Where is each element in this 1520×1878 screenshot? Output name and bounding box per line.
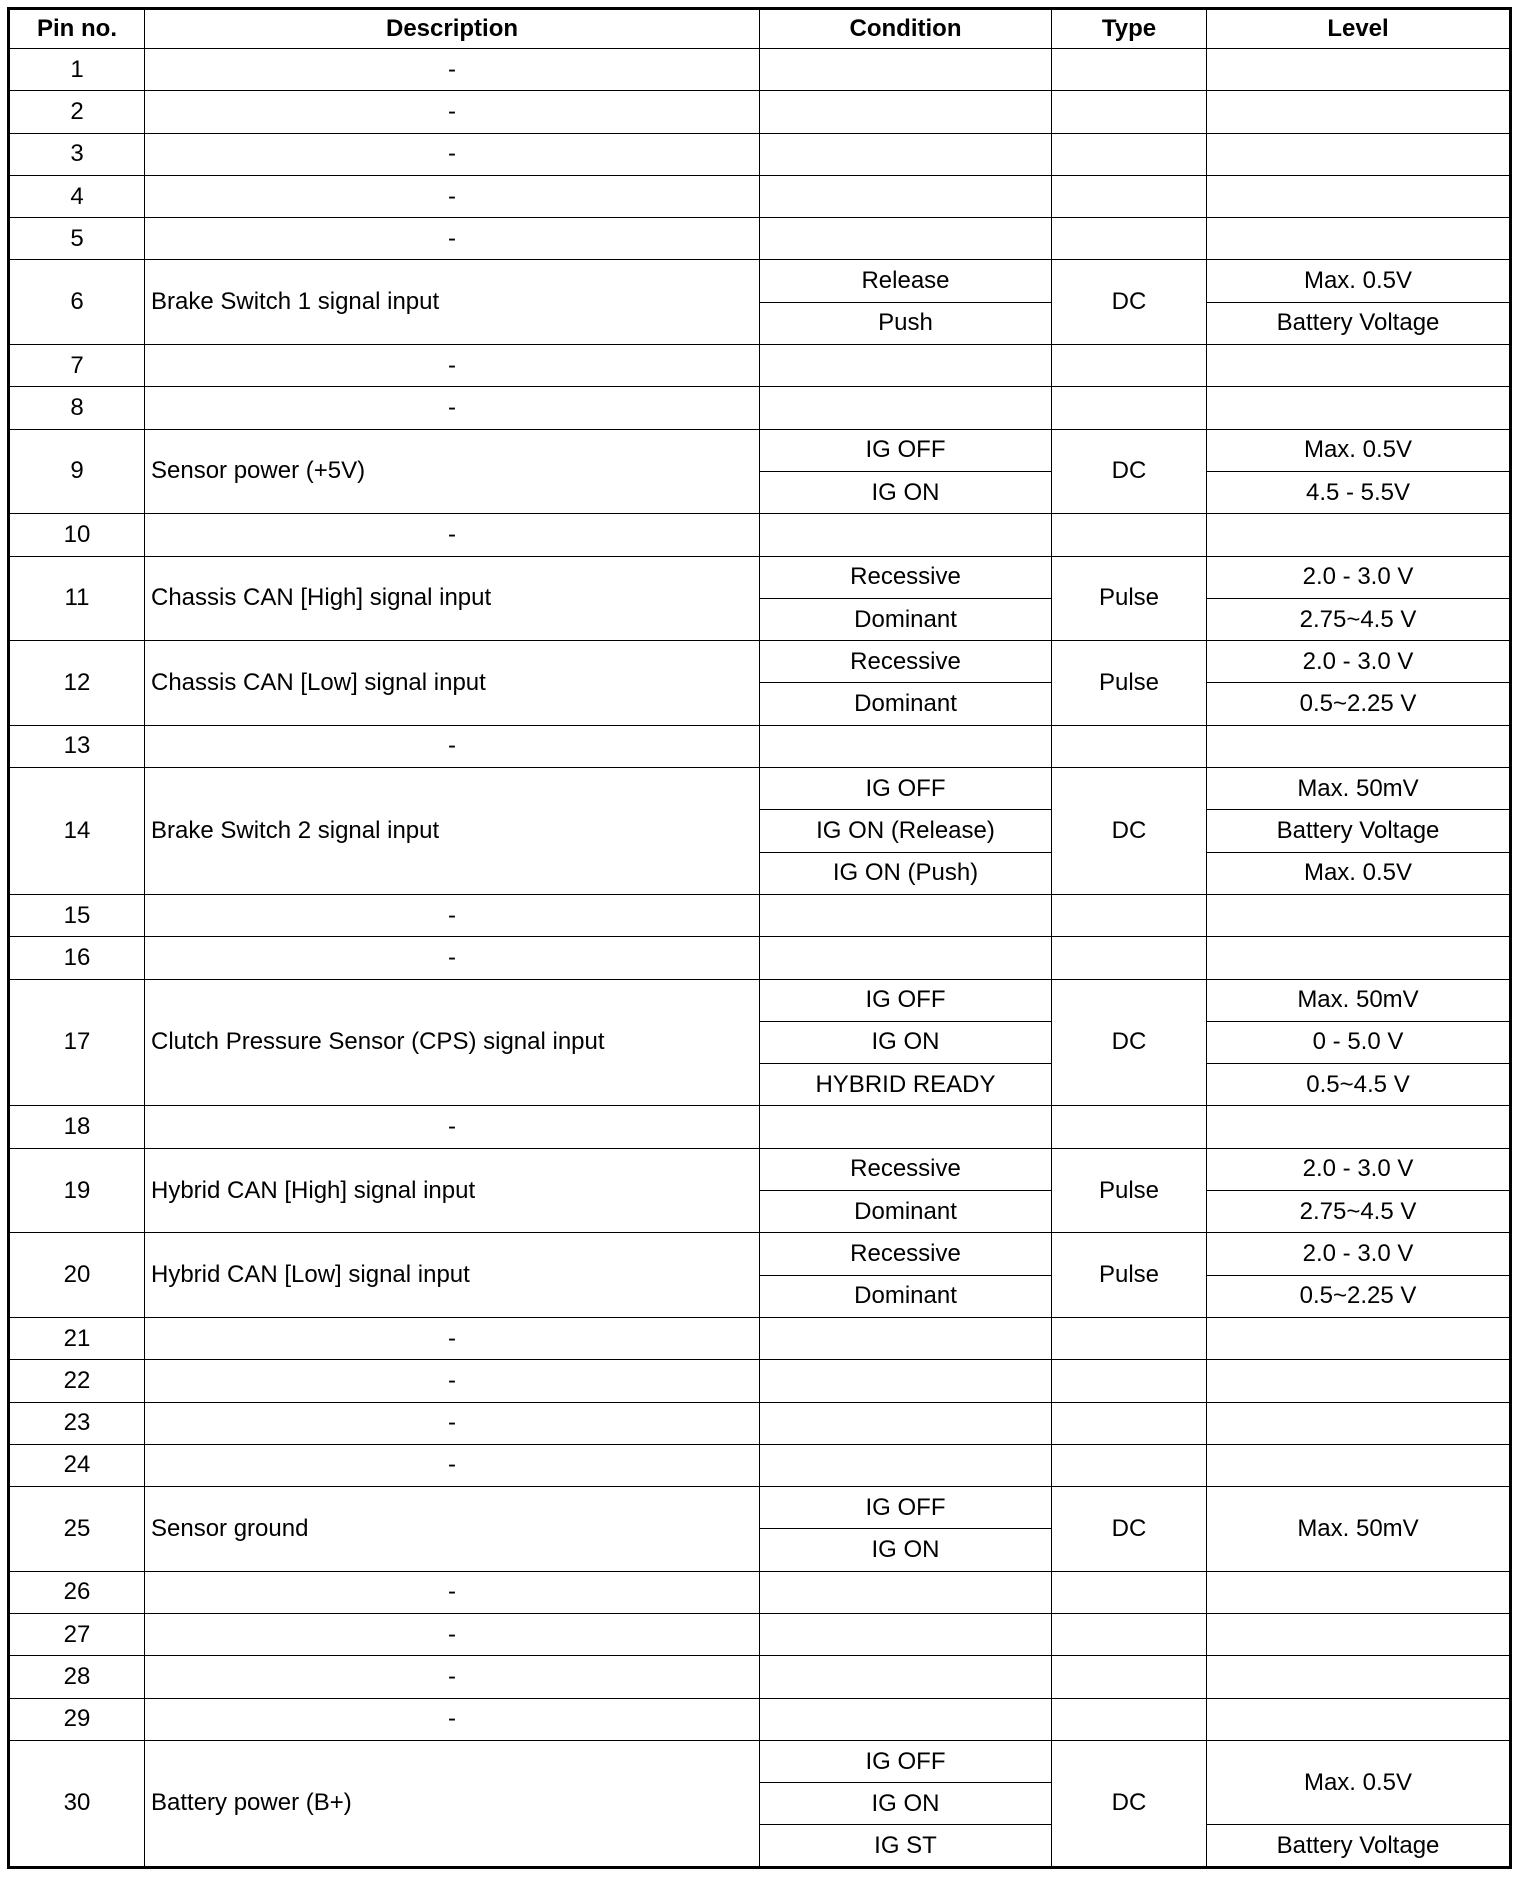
pin-number: 23 bbox=[9, 1402, 145, 1444]
pin-type bbox=[1052, 1613, 1207, 1655]
pin-condition bbox=[760, 133, 1052, 175]
pin-type bbox=[1052, 894, 1207, 936]
pin-number: 27 bbox=[9, 1613, 145, 1655]
pin-number: 15 bbox=[9, 894, 145, 936]
pin-number: 29 bbox=[9, 1698, 145, 1740]
pin-condition: IG OFF bbox=[760, 429, 1052, 471]
pin-row bbox=[9, 1360, 1511, 1402]
pin-type: DC bbox=[1052, 1487, 1207, 1572]
pin-level: 4.5 - 5.5V bbox=[1207, 471, 1511, 513]
pin-description: Chassis CAN [High] signal input bbox=[145, 556, 760, 641]
pin-condition: Recessive bbox=[760, 556, 1052, 598]
pin-condition bbox=[760, 1444, 1052, 1486]
pin-level: Max. 0.5V bbox=[1207, 1740, 1511, 1825]
pin-level bbox=[1207, 49, 1511, 91]
pin-row bbox=[9, 1148, 1511, 1190]
pin-condition bbox=[760, 1317, 1052, 1359]
pin-condition: IG ST bbox=[760, 1825, 1052, 1868]
pin-level bbox=[1207, 1698, 1511, 1740]
pin-row bbox=[9, 894, 1511, 936]
header-pin-no: Pin no. bbox=[9, 9, 145, 49]
pin-number: 5 bbox=[9, 218, 145, 260]
pin-description: - bbox=[145, 1571, 760, 1613]
pin-row bbox=[9, 345, 1511, 387]
pin-level: Max. 0.5V bbox=[1207, 852, 1511, 894]
pin-level: 0.5~2.25 V bbox=[1207, 683, 1511, 725]
pin-description: - bbox=[145, 1613, 760, 1655]
pin-condition bbox=[760, 1613, 1052, 1655]
pin-level bbox=[1207, 345, 1511, 387]
pin-row bbox=[9, 1613, 1511, 1655]
pin-description: - bbox=[145, 1698, 760, 1740]
pin-row bbox=[9, 387, 1511, 429]
pin-table bbox=[7, 7, 1512, 1869]
pin-description: - bbox=[145, 175, 760, 217]
pin-condition bbox=[760, 937, 1052, 979]
pin-number: 12 bbox=[9, 641, 145, 726]
pin-type bbox=[1052, 1106, 1207, 1148]
pin-number: 25 bbox=[9, 1487, 145, 1572]
pin-number: 2 bbox=[9, 91, 145, 133]
pin-condition: IG ON bbox=[760, 1021, 1052, 1063]
pin-level bbox=[1207, 1613, 1511, 1655]
pin-number: 24 bbox=[9, 1444, 145, 1486]
pin-row bbox=[9, 49, 1511, 91]
pin-description: - bbox=[145, 894, 760, 936]
pin-type: DC bbox=[1052, 768, 1207, 895]
pin-condition bbox=[760, 218, 1052, 260]
header-condition: Condition bbox=[760, 9, 1052, 49]
pin-level: Max. 50mV bbox=[1207, 1487, 1511, 1572]
pin-number: 18 bbox=[9, 1106, 145, 1148]
pin-level: 2.0 - 3.0 V bbox=[1207, 556, 1511, 598]
pin-condition bbox=[760, 345, 1052, 387]
pin-level: Battery Voltage bbox=[1207, 1825, 1511, 1868]
pin-type: Pulse bbox=[1052, 556, 1207, 641]
pin-number: 26 bbox=[9, 1571, 145, 1613]
pin-type: DC bbox=[1052, 979, 1207, 1106]
pin-level bbox=[1207, 1571, 1511, 1613]
pin-description: - bbox=[145, 49, 760, 91]
pin-description: Battery power (B+) bbox=[145, 1740, 760, 1867]
pin-row bbox=[9, 1233, 1511, 1275]
pin-level bbox=[1207, 1402, 1511, 1444]
pin-condition: IG ON bbox=[760, 1529, 1052, 1571]
pin-condition: IG ON bbox=[760, 1783, 1052, 1825]
pin-level bbox=[1207, 1656, 1511, 1698]
pin-condition bbox=[760, 387, 1052, 429]
pin-row bbox=[9, 1571, 1511, 1613]
pin-condition: Dominant bbox=[760, 598, 1052, 640]
pin-condition bbox=[760, 894, 1052, 936]
pin-level: 0.5~2.25 V bbox=[1207, 1275, 1511, 1317]
pin-type: Pulse bbox=[1052, 1233, 1207, 1318]
pin-condition: Dominant bbox=[760, 683, 1052, 725]
pin-type: Pulse bbox=[1052, 641, 1207, 726]
pin-number: 13 bbox=[9, 725, 145, 767]
pin-row bbox=[9, 218, 1511, 260]
pin-type bbox=[1052, 1317, 1207, 1359]
pin-condition bbox=[760, 1360, 1052, 1402]
pin-row bbox=[9, 1656, 1511, 1698]
pin-row bbox=[9, 768, 1511, 810]
pin-condition bbox=[760, 1402, 1052, 1444]
pin-level bbox=[1207, 725, 1511, 767]
pin-level: 2.0 - 3.0 V bbox=[1207, 1148, 1511, 1190]
header-level: Level bbox=[1207, 9, 1511, 49]
pin-number: 17 bbox=[9, 979, 145, 1106]
pin-description: - bbox=[145, 218, 760, 260]
pin-level: Max. 50mV bbox=[1207, 979, 1511, 1021]
pin-description: Chassis CAN [Low] signal input bbox=[145, 641, 760, 726]
pin-number: 16 bbox=[9, 937, 145, 979]
pin-description: Brake Switch 1 signal input bbox=[145, 260, 760, 345]
pin-row bbox=[9, 133, 1511, 175]
pin-description: - bbox=[145, 1444, 760, 1486]
pin-row bbox=[9, 556, 1511, 598]
pin-description: Hybrid CAN [Low] signal input bbox=[145, 1233, 760, 1318]
pin-number: 7 bbox=[9, 345, 145, 387]
pin-number: 22 bbox=[9, 1360, 145, 1402]
pin-description: Hybrid CAN [High] signal input bbox=[145, 1148, 760, 1233]
pin-type bbox=[1052, 218, 1207, 260]
pin-level bbox=[1207, 1317, 1511, 1359]
pin-condition bbox=[760, 1571, 1052, 1613]
pin-level bbox=[1207, 514, 1511, 556]
pin-condition: IG ON (Push) bbox=[760, 852, 1052, 894]
pin-condition bbox=[760, 1698, 1052, 1740]
pin-description: - bbox=[145, 387, 760, 429]
pin-type: DC bbox=[1052, 429, 1207, 514]
pin-condition: IG ON bbox=[760, 471, 1052, 513]
pin-level bbox=[1207, 1360, 1511, 1402]
pin-level: Battery Voltage bbox=[1207, 810, 1511, 852]
pin-description: - bbox=[145, 1402, 760, 1444]
pin-row bbox=[9, 1487, 1511, 1529]
pin-description: - bbox=[145, 1106, 760, 1148]
pin-row bbox=[9, 725, 1511, 767]
pin-row bbox=[9, 429, 1511, 471]
pin-description: - bbox=[145, 1317, 760, 1359]
header-type: Type bbox=[1052, 9, 1207, 49]
pin-row bbox=[9, 1402, 1511, 1444]
pin-row bbox=[9, 937, 1511, 979]
pin-number: 10 bbox=[9, 514, 145, 556]
pin-condition: HYBRID READY bbox=[760, 1064, 1052, 1106]
pin-type bbox=[1052, 725, 1207, 767]
pin-number: 30 bbox=[9, 1740, 145, 1867]
pin-number: 6 bbox=[9, 260, 145, 345]
pin-row bbox=[9, 260, 1511, 302]
pin-number: 28 bbox=[9, 1656, 145, 1698]
pin-description: - bbox=[145, 937, 760, 979]
pin-level bbox=[1207, 175, 1511, 217]
pin-level bbox=[1207, 1106, 1511, 1148]
pin-type bbox=[1052, 91, 1207, 133]
pin-type bbox=[1052, 1360, 1207, 1402]
pin-type bbox=[1052, 387, 1207, 429]
pin-row bbox=[9, 1106, 1511, 1148]
pin-level bbox=[1207, 133, 1511, 175]
pin-description: Sensor ground bbox=[145, 1487, 760, 1572]
pin-type bbox=[1052, 133, 1207, 175]
pin-type bbox=[1052, 175, 1207, 217]
pin-number: 19 bbox=[9, 1148, 145, 1233]
pin-type bbox=[1052, 1698, 1207, 1740]
pin-level: 2.75~4.5 V bbox=[1207, 598, 1511, 640]
pin-row bbox=[9, 641, 1511, 683]
pin-description: Brake Switch 2 signal input bbox=[145, 768, 760, 895]
pin-description: - bbox=[145, 133, 760, 175]
pin-condition: IG OFF bbox=[760, 1740, 1052, 1782]
pin-number: 21 bbox=[9, 1317, 145, 1359]
pin-type: DC bbox=[1052, 1740, 1207, 1867]
pin-type bbox=[1052, 514, 1207, 556]
pin-description: Clutch Pressure Sensor (CPS) signal input bbox=[145, 979, 760, 1106]
pin-condition: Recessive bbox=[760, 1148, 1052, 1190]
pin-number: 11 bbox=[9, 556, 145, 641]
pin-condition bbox=[760, 1106, 1052, 1148]
pin-level: 0 - 5.0 V bbox=[1207, 1021, 1511, 1063]
pin-condition bbox=[760, 725, 1052, 767]
pin-number: 8 bbox=[9, 387, 145, 429]
pin-type bbox=[1052, 1444, 1207, 1486]
pin-description: - bbox=[145, 514, 760, 556]
pin-row bbox=[9, 175, 1511, 217]
pin-condition bbox=[760, 91, 1052, 133]
pin-number: 9 bbox=[9, 429, 145, 514]
header-row bbox=[9, 9, 1511, 49]
pin-type bbox=[1052, 937, 1207, 979]
pin-level bbox=[1207, 894, 1511, 936]
pin-row bbox=[9, 979, 1511, 1021]
pin-level: Max. 50mV bbox=[1207, 768, 1511, 810]
pin-condition bbox=[760, 49, 1052, 91]
pin-number: 20 bbox=[9, 1233, 145, 1318]
pin-level: 2.0 - 3.0 V bbox=[1207, 1233, 1511, 1275]
pin-level: Max. 0.5V bbox=[1207, 260, 1511, 302]
pin-number: 1 bbox=[9, 49, 145, 91]
pin-level: Battery Voltage bbox=[1207, 302, 1511, 344]
pin-description: Sensor power (+5V) bbox=[145, 429, 760, 514]
pin-condition: Dominant bbox=[760, 1275, 1052, 1317]
header-description: Description bbox=[145, 9, 760, 49]
pin-condition: Recessive bbox=[760, 1233, 1052, 1275]
pin-level: 2.0 - 3.0 V bbox=[1207, 641, 1511, 683]
pin-row bbox=[9, 1444, 1511, 1486]
pin-type: Pulse bbox=[1052, 1148, 1207, 1233]
pin-level bbox=[1207, 1444, 1511, 1486]
pin-type bbox=[1052, 1656, 1207, 1698]
pin-condition: Dominant bbox=[760, 1191, 1052, 1233]
pin-number: 14 bbox=[9, 768, 145, 895]
pin-row bbox=[9, 1740, 1511, 1782]
pin-row bbox=[9, 91, 1511, 133]
pin-level bbox=[1207, 937, 1511, 979]
pin-type: DC bbox=[1052, 260, 1207, 345]
pin-description: - bbox=[145, 345, 760, 387]
pin-condition: IG OFF bbox=[760, 1487, 1052, 1529]
pin-condition bbox=[760, 1656, 1052, 1698]
pin-condition: Release bbox=[760, 260, 1052, 302]
pin-description: - bbox=[145, 91, 760, 133]
pin-description: - bbox=[145, 1656, 760, 1698]
pin-type bbox=[1052, 1402, 1207, 1444]
pin-condition: IG OFF bbox=[760, 768, 1052, 810]
pin-type bbox=[1052, 1571, 1207, 1613]
pin-level: Max. 0.5V bbox=[1207, 429, 1511, 471]
pin-level: 2.75~4.5 V bbox=[1207, 1191, 1511, 1233]
pin-table-body bbox=[9, 49, 1511, 1868]
pin-description: - bbox=[145, 725, 760, 767]
pin-level bbox=[1207, 91, 1511, 133]
pin-condition bbox=[760, 514, 1052, 556]
pin-number: 4 bbox=[9, 175, 145, 217]
pin-condition: Push bbox=[760, 302, 1052, 344]
pin-description: - bbox=[145, 1360, 760, 1402]
pin-level bbox=[1207, 218, 1511, 260]
pin-condition bbox=[760, 175, 1052, 217]
pin-type bbox=[1052, 49, 1207, 91]
pin-row bbox=[9, 514, 1511, 556]
pin-type bbox=[1052, 345, 1207, 387]
pin-condition: Recessive bbox=[760, 641, 1052, 683]
pin-row bbox=[9, 1698, 1511, 1740]
pin-number: 3 bbox=[9, 133, 145, 175]
pin-condition: IG ON (Release) bbox=[760, 810, 1052, 852]
pin-level bbox=[1207, 387, 1511, 429]
pin-level: 0.5~4.5 V bbox=[1207, 1064, 1511, 1106]
pin-condition: IG OFF bbox=[760, 979, 1052, 1021]
pin-row bbox=[9, 1317, 1511, 1359]
